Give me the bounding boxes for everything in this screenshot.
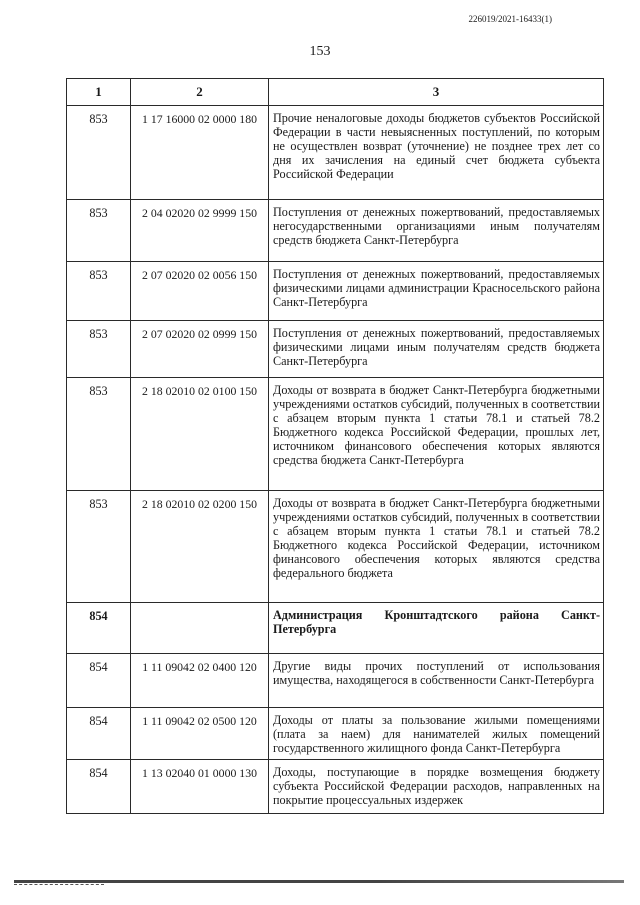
admin-code-cell: 853 — [67, 106, 131, 200]
budget-code-cell: 2 07 02020 02 0056 150 — [131, 262, 269, 321]
revenue-description-cell — [269, 760, 604, 814]
footer-rule — [14, 880, 624, 883]
admin-code-cell: 853 — [67, 321, 131, 378]
revenue-description-cell — [269, 654, 604, 708]
column-header-2: 2 — [131, 79, 269, 106]
table-row — [67, 378, 604, 491]
revenue-description-cell — [269, 603, 604, 654]
document-id: 226019/2021-16433(1) — [468, 14, 552, 24]
revenue-description-text: Поступления от денежных пожертвований, предоставляемых негосударственными организациями иным получателям средств бюджета Санкт-Петербурга — [273, 205, 600, 247]
revenue-description-text: Поступления от денежных пожертвований, предоставляемых физическими лицами администрации Красносельского района Санкт-Петербурга — [273, 267, 600, 309]
budget-code-cell — [131, 603, 269, 654]
revenue-description-cell — [269, 200, 604, 262]
revenue-description-cell — [269, 321, 604, 378]
revenue-description-cell — [269, 378, 604, 491]
footer-dash-rule — [14, 884, 104, 886]
table-row — [67, 491, 604, 603]
revenue-description-text: Прочие неналоговые доходы бюджетов субъектов Российской Федерации в части невыясненных поступлений, по которым не осуществлен возврат (уточнение) не позднее трех лет со дня их зачисления на единый счет бюджета субъекта Российской Федерации — [273, 111, 600, 181]
table-row — [67, 708, 604, 760]
admin-code-cell: 853 — [67, 200, 131, 262]
table-row — [67, 760, 604, 814]
admin-code-cell: 854 — [67, 654, 131, 708]
table-row-administrator — [67, 603, 604, 654]
budget-code-cell: 1 11 09042 02 0500 120 — [131, 708, 269, 760]
budget-code-cell: 2 18 02010 02 0100 150 — [131, 378, 269, 491]
admin-code-cell: 853 — [67, 262, 131, 321]
table-row — [67, 200, 604, 262]
revenue-description-text: Администрация Кронштадтского района Санкт-Петербурга — [273, 608, 600, 636]
budget-code-cell: 2 18 02010 02 0200 150 — [131, 491, 269, 603]
revenue-description-text: Доходы от платы за пользование жилыми помещениями (плата за наем) для нанимателей жилых помещений государственного жилищного фонда Санкт-Петербурга — [273, 713, 600, 755]
revenue-description-cell — [269, 708, 604, 760]
admin-code-cell: 853 — [67, 378, 131, 491]
budget-code-cell: 1 11 09042 02 0400 120 — [131, 654, 269, 708]
revenue-codes-table — [66, 78, 604, 814]
budget-code-cell: 1 17 16000 02 0000 180 — [131, 106, 269, 200]
budget-code-cell: 2 04 02020 02 9999 150 — [131, 200, 269, 262]
column-header-1: 1 — [67, 79, 131, 106]
revenue-description-cell — [269, 106, 604, 200]
revenue-description-cell — [269, 262, 604, 321]
revenue-description-text: Доходы от возврата в бюджет Санкт-Петербурга бюджетными учреждениями остатков субсидий, полученных в соответствии с абзацем вторым пункта 1 статьи 78.1 и статьей 78.2 Бюджетного кодекса Российской Федерации, прошлых лет, источником финансового обеспечения которых являются средства бюджета Санкт-Петербурга — [273, 383, 600, 467]
table-row — [67, 262, 604, 321]
revenue-description-text: Доходы от возврата в бюджет Санкт-Петербурга бюджетными учреждениями остатков субсидий, полученных в соответствии с абзацем вторым пункта 1 статьи 78.1 и статьей 78.2 Бюджетного кодекса Российской Федерации, источником финансового обеспечения которых являются средства федерального бюджета — [273, 496, 600, 580]
revenue-description-text: Поступления от денежных пожертвований, предоставляемых физическими лицами иным получателям средств бюджета Санкт-Петербурга — [273, 326, 600, 368]
budget-code-cell: 1 13 02040 01 0000 130 — [131, 760, 269, 814]
admin-code-cell: 854 — [67, 760, 131, 814]
page-number: 153 — [309, 44, 331, 59]
revenue-description-text: Другие виды прочих поступлений от использования имущества, находящегося в собственности Санкт-Петербурга — [273, 659, 600, 687]
admin-code-cell: 854 — [67, 708, 131, 760]
admin-code-cell: 854 — [67, 603, 131, 654]
table-row — [67, 321, 604, 378]
table-row — [67, 654, 604, 708]
admin-code-cell: 853 — [67, 491, 131, 603]
budget-code-cell: 2 07 02020 02 0999 150 — [131, 321, 269, 378]
column-header-3: 3 — [269, 79, 604, 106]
table-row — [67, 106, 604, 200]
table-header-row — [67, 79, 604, 106]
revenue-description-text: Доходы, поступающие в порядке возмещения бюджету субъекта Российской Федерации расходов, направленных на покрытие процессуальных издержек — [273, 765, 600, 807]
revenue-description-cell — [269, 491, 604, 603]
